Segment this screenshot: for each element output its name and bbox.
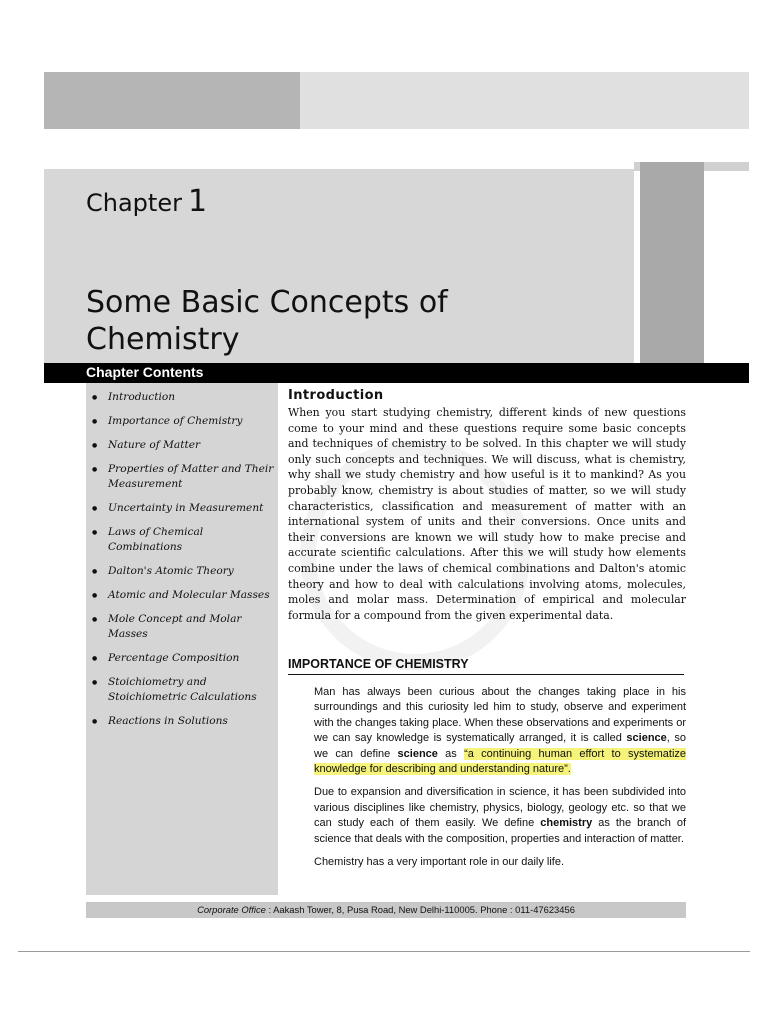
highlighted-definition: “a continuing human effort to systematize knowledge for describing and understanding nature”. — [314, 747, 687, 776]
contents-item: ● Reactions in Solutions — [86, 714, 278, 729]
footer-bar — [86, 902, 686, 918]
importance-paragraph-2 — [314, 785, 686, 847]
contents-item: ● Properties of Matter and Their Measurement — [86, 462, 278, 492]
term-science: science — [397, 747, 438, 760]
contents-item: ● Introduction — [86, 390, 278, 405]
chapter-label — [86, 184, 207, 219]
contents-item: ● Importance of Chemistry — [86, 414, 278, 429]
footer-label: Corporate Office — [197, 904, 266, 915]
importance-heading: IMPORTANCE OF CHEMISTRY — [288, 657, 684, 675]
top-band-accent — [44, 72, 300, 129]
contents-item: ● Stoichiometry and Stoichiometric Calculations — [86, 675, 278, 705]
chapter-title-line-2: Chemistry — [86, 322, 240, 357]
term-chemistry: chemistry — [540, 817, 593, 830]
contents-item: ● Uncertainty in Measurement — [86, 501, 278, 516]
text-run: Man has always been curious about the changes taking place in his surroundings and this curiosity led him to study, observe and experiment with the changes taking place. When these observations and experiments or we can say knowledge is systematically arranged, it is called — [314, 686, 686, 745]
panel-strip — [640, 162, 704, 363]
contents-item: ● Percentage Composition — [86, 651, 278, 666]
introduction-paragraph: When you start studying chemistry, different kinds of new questions come to your mind and these questions require some basic concepts and techniques of chemistry to be solved. In this chapter we will study only such concepts and techniques. We will discuss, what is chemistry, why shall we study chemistry and how useful is it to mankind? As you probably know, chemistry is about studies of matter, so we will study characteristics, classification and measurement of matter with an international system of units and their conversions. Once units and their conversions are known we will study how to make precise and accurate scientific calculations. After this we will study how elements combine under the laws of chemical combinations and Dalton's atomic theory and how to deal with calculations involving atoms, molecules, moles and molar mass. Determination of empirical and molecular formula for a compound from the given experimental data. — [288, 406, 686, 622]
contents-sidebar — [86, 383, 278, 895]
introduction-heading: Introduction — [288, 388, 384, 403]
contents-item: ● Nature of Matter — [86, 438, 278, 453]
text-run: as the branch of science that deals with the composition, properties and interaction of matter. — [314, 817, 686, 845]
contents-item: ● Mole Concept and Molar Masses — [86, 612, 278, 642]
chapter-word: Chapter — [86, 189, 182, 217]
text-run: as — [437, 747, 465, 760]
text-run: , so we can define — [314, 732, 686, 760]
contents-item: ● Atomic and Molecular Masses — [86, 588, 278, 603]
importance-paragraph-3: Chemistry has a very important role in our daily life. — [314, 856, 565, 869]
footer-text: : Aakash Tower, 8, Pusa Road, New Delhi-110005. Phone : 011-47623456 — [265, 904, 575, 915]
chapter-contents-bar — [44, 363, 749, 383]
bottom-divider — [18, 951, 750, 952]
importance-body — [314, 685, 686, 878]
contents-list — [86, 383, 278, 729]
term-science: science — [626, 732, 667, 745]
contents-item: ● Laws of Chemical Combinations — [86, 525, 278, 555]
chapter-number: 1 — [187, 184, 208, 219]
contents-item: ● Dalton's Atomic Theory — [86, 564, 278, 579]
chapter-title — [86, 284, 606, 358]
chapter-contents-heading: Chapter Contents — [86, 364, 204, 380]
chapter-title-line-1: Some Basic Concepts of — [86, 285, 448, 320]
text-run: Due to expansion and diversification in science, it has been subdivided into various disciplines like chemistry, physics, biology, geology etc. so that we can study each of them easily. We define — [314, 786, 686, 830]
importance-paragraph-1 — [314, 685, 686, 777]
